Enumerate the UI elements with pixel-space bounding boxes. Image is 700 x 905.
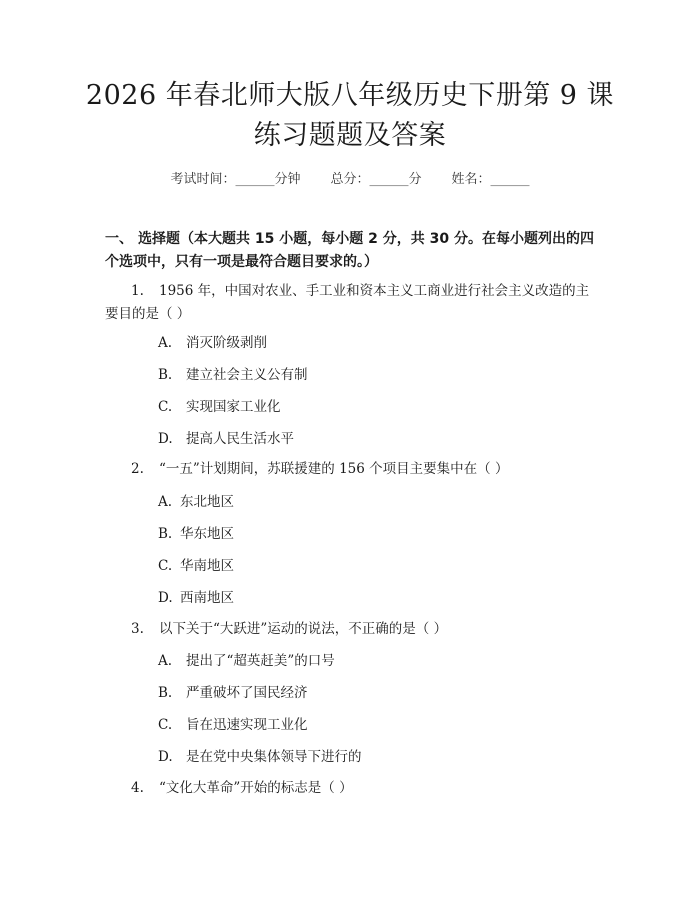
- question-text: 以下关于“大跃进”运动的说法，不正确的是（ ）: [159, 621, 448, 637]
- option-letter: A.: [158, 335, 173, 351]
- time-unit: 分钟: [274, 172, 301, 187]
- question-3-option-c: [158, 715, 308, 735]
- name-label: 姓名：: [451, 172, 491, 187]
- question-3: [105, 618, 595, 641]
- option-text: 东北地区: [180, 494, 234, 510]
- option-letter: D.: [158, 431, 173, 447]
- option-letter: B.: [158, 367, 173, 383]
- option-letter: A.: [158, 653, 173, 669]
- question-text: 1956 年，中国对农业、手工业和资本主义工商业进行社会主义改造的主要目的是（ ）: [105, 283, 590, 322]
- question-2-option-d: [158, 588, 234, 608]
- option-text: 严重破坏了国民经济: [186, 685, 308, 701]
- option-text: 华东地区: [180, 526, 234, 542]
- section-heading: [105, 228, 595, 274]
- option-text: 实现国家工业化: [186, 399, 281, 415]
- option-text: 旨在迅速实现工业化: [186, 717, 308, 733]
- option-letter: C.: [158, 399, 173, 415]
- exam-meta: [0, 168, 700, 187]
- question-number: 2.: [131, 461, 144, 477]
- name-blank: ______: [490, 172, 530, 187]
- option-letter: D.: [158, 749, 173, 765]
- option-letter: B.: [158, 685, 173, 701]
- option-letter: C.: [158, 717, 173, 733]
- option-text: 提出了“超英赶美”的口号: [186, 653, 335, 669]
- option-text: 西南地区: [180, 590, 234, 606]
- option-letter: D.: [158, 590, 173, 606]
- option-text: 提高人民生活水平: [186, 431, 294, 447]
- question-1-option-a: [158, 333, 267, 353]
- option-text: 建立社会主义公有制: [186, 367, 308, 383]
- question-1: [105, 280, 595, 326]
- section-number: 一、: [105, 231, 133, 247]
- question-2: [105, 458, 595, 481]
- option-text: 华南地区: [180, 558, 234, 574]
- score-label: 总分：: [330, 172, 370, 187]
- question-number: 3.: [131, 621, 144, 637]
- section-text: 选择题（本大题共 15 小题，每小题 2 分，共 30 分。在每小题列出的四个选项中，只有一项是最符合题目要求的。）: [105, 231, 594, 270]
- option-letter: A.: [158, 494, 173, 510]
- option-letter: C.: [158, 558, 173, 574]
- question-1-option-c: [158, 397, 281, 417]
- page-title: 2026 年春北师大版八年级历史下册第 9 课练习题题及答案: [85, 80, 615, 151]
- question-text: “一五”计划期间，苏联援建的 156 个项目主要集中在（ ）: [159, 461, 509, 477]
- question-number: 1.: [131, 283, 144, 299]
- time-blank: ______: [235, 172, 275, 187]
- question-2-option-c: [158, 556, 234, 576]
- question-3-option-b: [158, 683, 308, 703]
- question-3-option-d: [158, 747, 362, 767]
- question-4: [105, 777, 595, 800]
- score-unit: 分: [408, 172, 422, 187]
- score-blank: ______: [369, 172, 409, 187]
- option-text: 是在党中央集体领导下进行的: [186, 749, 362, 765]
- question-2-option-a: [158, 492, 234, 512]
- time-label: 考试时间：: [170, 172, 236, 187]
- option-text: 消灭阶级剥削: [186, 335, 267, 351]
- option-letter: B.: [158, 526, 173, 542]
- question-number: 4.: [131, 780, 144, 796]
- question-1-option-d: [158, 429, 294, 449]
- question-text: “文化大革命”开始的标志是（ ）: [159, 780, 353, 796]
- question-3-option-a: [158, 651, 335, 671]
- question-2-option-b: [158, 524, 234, 544]
- question-1-option-b: [158, 365, 308, 385]
